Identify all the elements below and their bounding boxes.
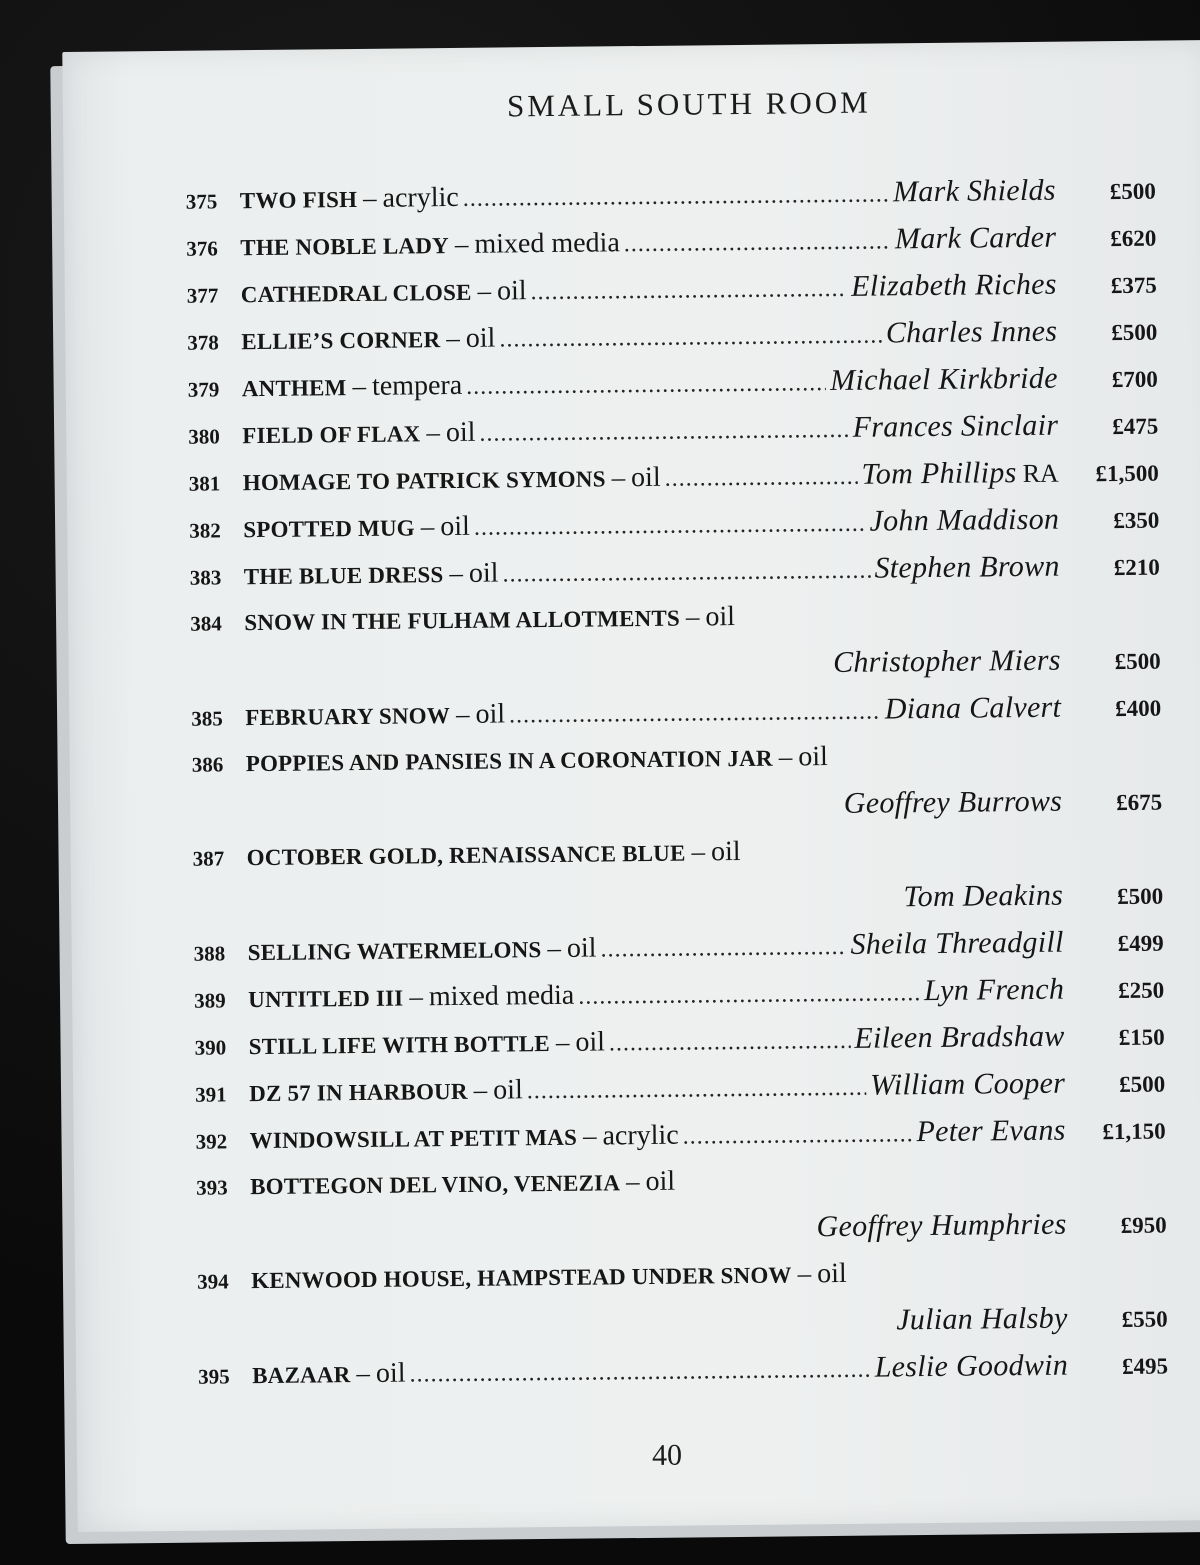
leader-dots [463, 171, 890, 222]
entry-number: 378 [187, 330, 219, 355]
entry-medium: oil [710, 836, 741, 868]
entry-number: 394 [197, 1269, 229, 1294]
entry-dash: – [356, 1357, 371, 1389]
entry-medium: oil [645, 1165, 676, 1198]
entry-dash: – [352, 370, 367, 402]
entry-price: £550 [1121, 1306, 1168, 1333]
entry-dash: – [685, 601, 700, 632]
entry-price: £499 [1117, 930, 1164, 957]
leader-dots [624, 218, 892, 268]
entry-number: 380 [188, 424, 220, 449]
entry-price: £500 [1119, 1071, 1166, 1098]
entry-number: 385 [191, 706, 223, 731]
entry-dash: – [625, 1166, 640, 1197]
entry-medium: mixed media [474, 227, 620, 260]
entry-medium: oil [465, 322, 496, 354]
entry-artist: Mark Shields [892, 173, 1056, 209]
entry-title: POPPIES AND PANSIES IN A CORONATION JAR [245, 745, 773, 777]
entry-medium: oil [496, 275, 527, 307]
entry-medium: tempera [371, 369, 463, 402]
entry-medium: mixed media [428, 979, 575, 1013]
entry-medium: acrylic [382, 181, 459, 214]
leader-dots [499, 312, 882, 363]
leader-dots [682, 1111, 912, 1160]
entry-dash: – [362, 182, 377, 213]
entry-number: 379 [187, 377, 220, 402]
leader-dots [600, 924, 847, 974]
entry-title: WINDOWSILL AT PETIT MAS [249, 1124, 578, 1154]
entry-spacer [193, 906, 903, 913]
entry-price: £675 [1116, 789, 1163, 816]
entry-medium: oil [445, 416, 476, 449]
entry-artist: Charles Innes [885, 314, 1058, 350]
entry-artist: Sheila Threadgill [850, 925, 1064, 961]
entry-artist-suffix: RA [1022, 458, 1059, 489]
entry-artist: John Maddison [869, 502, 1060, 538]
leader-dots [479, 407, 849, 458]
entry-dash: – [449, 557, 464, 589]
entry-title: ELLIE’S CORNER [241, 327, 441, 355]
entry-title: SNOW IN THE FULHAM ALLOTMENTS [244, 605, 681, 636]
entry-price: £350 [1113, 507, 1160, 534]
entry-dash: – [409, 981, 424, 1012]
entry-price: £950 [1120, 1212, 1167, 1239]
entry-title: FEBRUARY SNOW [245, 703, 451, 731]
entry-artist: Mark Carder [894, 220, 1057, 256]
entry-medium: oil [493, 1074, 523, 1106]
entry-artist: Christopher Miers [832, 643, 1061, 680]
leader-dots [509, 689, 881, 740]
entry-artist: Eileen Bradshaw [854, 1019, 1065, 1055]
leader-dots [474, 501, 866, 552]
entry-title: FIELD OF FLAX [242, 421, 421, 449]
entry-artist: Leslie Goodwin [874, 1348, 1069, 1384]
entry-dash: – [446, 322, 460, 354]
entry-dash: – [691, 836, 706, 867]
entry-price: £495 [1121, 1353, 1169, 1380]
entry-number: 388 [193, 941, 226, 966]
entry-title: DZ 57 IN HARBOUR [249, 1078, 468, 1107]
entry-dash: – [797, 1258, 812, 1289]
entry-medium: oil [575, 1026, 606, 1058]
entry-number: 391 [195, 1082, 227, 1107]
leader-dots [409, 1347, 871, 1399]
entry-artist: Frances Sinclair [852, 408, 1059, 444]
leader-dots [578, 970, 920, 1021]
entry-medium: oil [566, 932, 597, 964]
entry-artist: Stephen Brown [874, 549, 1060, 585]
entry-medium: oil [798, 741, 829, 773]
room-heading: SMALL SOUTH ROOM [506, 84, 871, 124]
entry-title: SPOTTED MUG [243, 515, 415, 543]
entry-title: BAZAAR [252, 1362, 351, 1389]
entry-medium: oil [475, 698, 506, 730]
entry-title: BOTTEGON DEL VINO, VENEZIA [250, 1170, 621, 1200]
entry-dash: – [455, 698, 470, 729]
catalogue-entry [192, 824, 1163, 928]
entry-title: THE BLUE DRESS [243, 562, 444, 590]
entry-title: OCTOBER GOLD, RENAISSANCE BLUE [246, 840, 686, 871]
entry-number: 376 [186, 236, 218, 261]
entry-dash: – [555, 1026, 570, 1057]
entry-artist: Lyn French [923, 972, 1065, 1008]
entry-price: £500 [1114, 648, 1161, 675]
entry-title: SELLING WATERMELONS [247, 937, 542, 966]
entry-artist: Diana Calvert [884, 690, 1062, 726]
entry-number: 386 [191, 752, 224, 777]
entry-number: 395 [198, 1364, 230, 1389]
entry-medium: oil [440, 510, 471, 543]
entry-number: 377 [186, 283, 219, 308]
entry-number: 375 [185, 189, 218, 214]
entry-artist: William Cooper [869, 1066, 1066, 1102]
entry-price: £1,150 [1102, 1118, 1166, 1145]
leader-dots [466, 360, 827, 411]
entry-medium: oil [468, 557, 499, 589]
entry-artist: Tom Phillips [861, 456, 1017, 491]
catalogue-entry [196, 1153, 1167, 1257]
catalogue-entry [191, 730, 1162, 834]
entry-artist: Peter Evans [916, 1113, 1066, 1149]
entry-artist: Geoffrey Burrows [843, 784, 1063, 820]
entry-number: 393 [196, 1175, 228, 1200]
entry-price: £500 [1117, 883, 1164, 910]
entry-spacer [192, 813, 844, 820]
leader-dots [530, 266, 847, 316]
entry-price: £500 [1111, 319, 1158, 346]
entry-artist: Michael Kirkbride [830, 361, 1058, 398]
entry-dash: – [454, 228, 469, 259]
entry-dash: – [611, 462, 626, 493]
entry-artist: Geoffrey Humphries [816, 1207, 1067, 1244]
catalogue-entry [197, 1247, 1168, 1351]
entry-medium: oil [375, 1357, 406, 1389]
catalogue-entry [190, 589, 1161, 693]
entry-medium: oil [705, 601, 736, 633]
entry-line [198, 1341, 1168, 1398]
entry-title: KENWOOD HOUSE, HAMPSTEAD UNDER SNOW [251, 1262, 792, 1294]
entry-number: 389 [194, 988, 226, 1013]
leader-dots [502, 548, 870, 599]
leader-dots [609, 1018, 851, 1068]
entry-title: CATHEDRAL CLOSE [240, 279, 472, 308]
entry-number: 390 [194, 1035, 227, 1060]
entry-number: 382 [189, 518, 221, 543]
entry-dash: – [547, 932, 562, 964]
entry-price: £375 [1110, 272, 1157, 299]
entry-price: £620 [1110, 225, 1157, 252]
entry-medium: oil [816, 1257, 847, 1290]
entry-title: TWO FISH [239, 186, 358, 214]
entry-spacer [198, 1329, 897, 1336]
entry-title: STILL LIFE WITH BOTTLE [248, 1031, 551, 1060]
entry-dash: – [778, 741, 793, 772]
entry-price: £700 [1111, 366, 1158, 393]
entry-dash: – [426, 417, 441, 448]
entry-price: £210 [1113, 554, 1160, 581]
catalogue-entry [198, 1341, 1168, 1398]
leader-dots [527, 1065, 867, 1116]
entry-spacer [197, 1236, 817, 1242]
entry-dash: – [420, 511, 435, 542]
entry-price: £1,500 [1095, 460, 1159, 487]
entry-price: £250 [1118, 977, 1165, 1004]
entry-number: 387 [192, 846, 225, 871]
entry-number: 392 [195, 1129, 228, 1154]
entry-artist: Julian Halsby [896, 1301, 1068, 1337]
entry-spacer [191, 672, 833, 679]
entry-price: £400 [1115, 695, 1162, 722]
entry-title: HOMAGE TO PATRICK SYMONS [242, 466, 606, 496]
entry-number: 384 [190, 611, 222, 636]
entry-price: £475 [1112, 413, 1159, 440]
leader-dots [664, 454, 857, 503]
entry-title: ANTHEM [241, 375, 347, 402]
entry-price: £150 [1118, 1024, 1165, 1051]
entry-price: £500 [1109, 178, 1156, 205]
entry-number: 383 [189, 565, 222, 590]
entry-title: THE NOBLE LADY [240, 233, 450, 261]
page-number: 40 [651, 1438, 683, 1472]
entry-dash: – [477, 275, 492, 306]
entry-dash: – [582, 1120, 597, 1151]
entry-dash: – [473, 1074, 488, 1105]
entry-medium: acrylic [602, 1119, 679, 1152]
entry-title: UNTITLED III [248, 985, 404, 1013]
entry-medium: oil [630, 461, 661, 494]
entry-number: 381 [188, 471, 221, 496]
entry-artist: Elizabeth Riches [851, 267, 1057, 303]
catalogue-list [186, 166, 1169, 1398]
entry-artist: Tom Deakins [903, 878, 1064, 914]
catalogue-page [62, 40, 1200, 1532]
